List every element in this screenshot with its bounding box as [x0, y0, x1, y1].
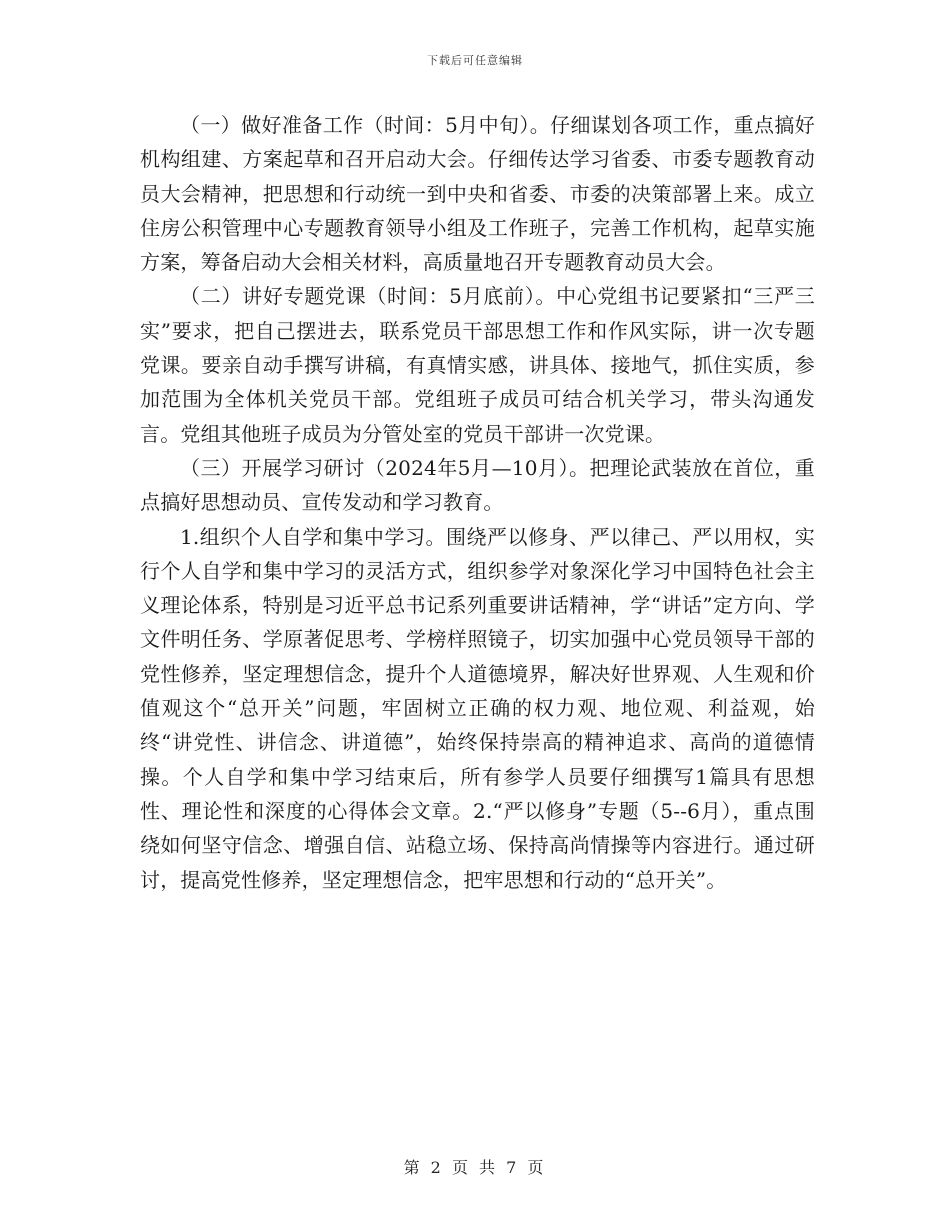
paragraph-study-seminar: （三）开展学习研讨（2024年5月—10月）。把理论武装放在首位，重点搞好思想动员、宣传发动和学习教育。 [140, 455, 815, 515]
page-number: 第 2 页 共 7 页 [403, 1158, 547, 1177]
document-body [140, 108, 815, 897]
paragraph-party-lecture: （二）讲好专题党课（时间：5月底前）。中心党组书记要紧扣“三严三实”要求，把自己摆进去，联系党员干部思想工作和作风实际，讲一次专题党课。要亲自动手撰写讲稿，有真情实感，讲具体、接地气，抓住实质，参加范围为全体机关党员干部。党组班子成员可结合机关学习，带头沟通发言。党组其他班子成员为分管处室的党员干部讲一次党课。 [140, 284, 815, 446]
page-header-note: 下载后可任意编辑 [427, 54, 523, 67]
paragraph-self-study: 1.组织个人自学和集中学习。围绕严以修身、严以律己、严以用权，实行个人自学和集中学习的灵活方式，组织参学对象深化学习中国特色社会主义理论体系，特别是习近平总书记系列重要讲话精神，学“讲话”定方向、学文件明任务、学原著促思考、学榜样照镜子，切实加强中心党员领导干部的党性修养，坚定理想信念，提升个人道德境界，解决好世界观、人生观和价值观这个“总开关”问题，牢固树立正确的权力观、地位观、利益观，始终“讲党性、讲信念、讲道德”，始终保持崇高的精神追求、高尚的道德情操。个人自学和集中学习结束后，所有参学人员要仔细撰写1篇具有思想性、理论性和深度的心得体会文章。2.“严以修身”专题（5--6月），重点围绕如何坚守信念、增强自信、站稳立场、保持高尚情操等内容进行。通过研讨，提高党性修养，坚定理想信念，把牢思想和行动的“总开关”。 [140, 524, 815, 892]
paragraph-preparation: （一）做好准备工作（时间：5月中旬）。仔细谋划各项工作，重点搞好机构组建、方案起草和召开启动大会。仔细传达学习省委、市委专题教育动员大会精神，把思想和行动统一到中央和省委、市委的决策部署上来。成立住房公积管理中心专题教育领导小组及工作班子，完善工作机构，起草实施方案，筹备启动大会相关材料，高质量地召开专题教育动员大会。 [140, 113, 815, 275]
